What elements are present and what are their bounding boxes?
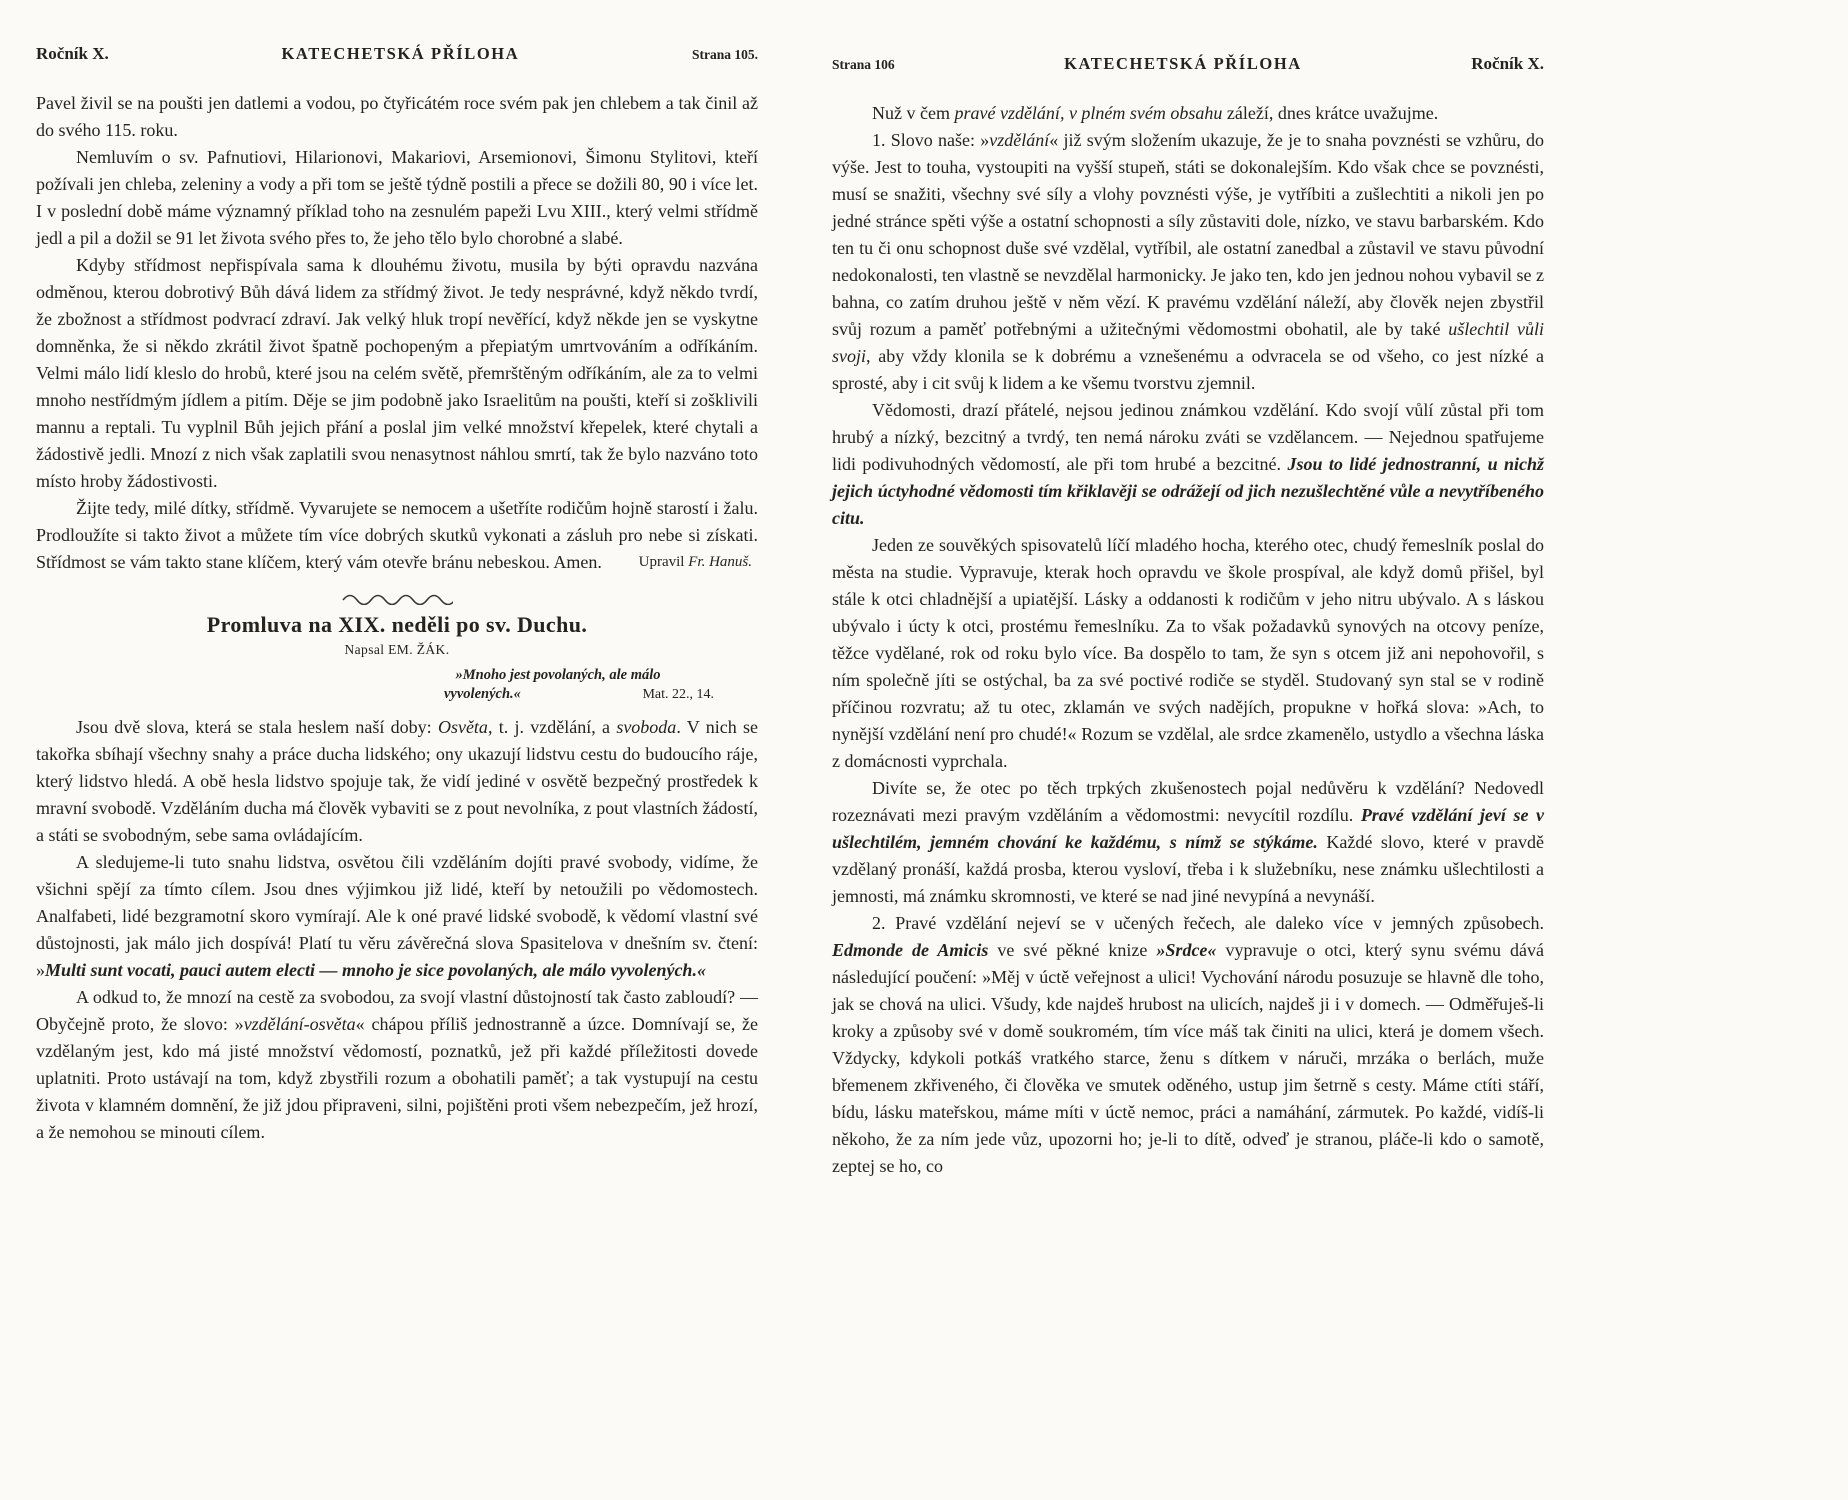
- paragraph: [832, 100, 1544, 127]
- epigraph-line1: »Mnoho jest povolaných, ale málo: [455, 667, 661, 683]
- epigraph-reference: Mat. 22., 14.: [642, 687, 714, 702]
- section-divider: [36, 590, 758, 604]
- volume-label: Ročník X.: [1471, 54, 1544, 73]
- emphasis-text: Pravé vzdělání jeví se v ušlechtilém, jemném chování ke každému, s nímž se stýkáme.: [832, 805, 1544, 852]
- epigraph-line2-row: [388, 685, 728, 704]
- paragraph: [832, 397, 1544, 532]
- text-run: « chápou příliš jednostranně a úzce. Domnívají se, že vzdělaným jest, kdo má jisté množství vědomostí, poznatků, jež při každé příležitosti dovede uplatniti. Proto ustávají na tom, když zbystřili rozum a obohatili paměť; a tak vystupují na cestu života v klamném domnění, že již jdou připraveni, silni, pojištěni proti všem nebezpečím, jež hrozí, a že nemohou se minouti cílem.: [36, 1014, 758, 1142]
- page-right: [832, 54, 1544, 1500]
- text-run: Jsou dvě slova, která se stala heslem naší doby:: [76, 717, 438, 737]
- page-right-header: [832, 54, 1544, 74]
- text-run: A odkud to, že mnozí na cestě za svobodou, za svojí vlastní důstojností tak často zabloudí? — Obyčejně proto, že slovo: »: [36, 987, 758, 1034]
- text-run: vypravuje o otci, který synu svému dává následující poučení: »Měj v úctě veřejnost a ulici! Vychování národu posuzuje se hlavně dle toho, jak se chová na ulici. Všudy, kde najdeš hrubost na ulicích, najdeš ji i v domech. — Odměřuješ-li kroky a způsoby své v domě soukromém, tím více máš tak činiti na ulici, která je domem všech. Vždycky, kdykoli potkáš vratkého starce, ženu s dítkem v náruči, mrzáka o berlách, muže břemenem zkřiveného, či člověka ve smutek oděného, ustup jim šetrně s cesty. Máme ctíti stáří, bídu, lásku mateřskou, máme míti v úctě nemoc, práci a namáhání, zármutek. Po každé, vidíš-li někoho, že za ním jede vůz, upozorni ho; je-li to dítě, odveď je stranou, pláče-li kdo o samotě, zeptej se ho, co: [832, 940, 1544, 1176]
- emphasis-text: Jsou to lidé jednostranní, u nichž jejich úctyhodné vědomosti tím křiklavěji se odrážejí od jich nezušlechtěné vůle a nevytříbeného citu.: [832, 454, 1544, 528]
- emphasis-text: Fr. Hanuš.: [688, 554, 752, 570]
- emphasis-text: ušlechtil vůli svoji: [832, 319, 1544, 366]
- text-run: Nuž v čem: [872, 103, 955, 123]
- text-run: Nemluvím o sv. Pafnutiovi, Hilarionovi, Makariovi, Arsemionovi, Šimonu Stylitovi, kteří požívali jen chleba, zeleniny a vody a při tom se ještě týdně postili a přece se dožili 80, 90 i více let. I v poslední době máme významný příklad toho na zesnulém papeži Lvu XIII., který velmi střídmě jedl a pil a dožil se 91 let života svého přes to, že jeho tělo bylo chorobné a slabé.: [36, 147, 758, 248]
- text-run: , aby vždy klonila se k dobrému a vznešenému a odvracela se od všeho, co jest nízké a sprosté, aby i cit svůj k lidem a ke všemu tvorstvu zjemnil.: [832, 346, 1544, 393]
- text-run: Pavel živil se na poušti jen datlemi a vodou, po čtyřicátém roce svém pak jen chlebem a tak činil až do svého 115. roku.: [36, 93, 758, 140]
- left-article-paragraphs: [36, 714, 758, 1146]
- paragraph: [832, 775, 1544, 910]
- paragraph: [36, 849, 758, 984]
- paragraph: [36, 252, 758, 495]
- article-byline: Napsal EM. ŽÁK.: [344, 642, 450, 657]
- text-run: ve své pěkné knize: [988, 940, 1157, 960]
- article-epigraph: [388, 666, 728, 704]
- text-run: Vědomosti, drazí přátelé, nejsou jedinou známkou vzdělání. Kdo svojí vůlí zůstal při tom hrubý a nízký, bezcitný a tvrdý, ten nemá nároku zváti se vzdělancem. — Nejednou spatřujeme lidi podivuhodných vědomostí, ale při tom hrubé a bezcitné.: [832, 400, 1544, 474]
- wave-divider-icon: [341, 593, 453, 605]
- publication-title: KATECHETSKÁ PŘÍLOHA: [281, 44, 520, 63]
- paragraph: [36, 90, 758, 144]
- text-run: Jeden ze souvěkých spisovatelů líčí mladého hocha, kterého otec, chudý řemeslník poslal do města na studie. Vypravuje, kterak hoch opravdu ve škole prospíval, ale když domů přišel, byl stále k otci chladnější a upiatější. Lásky a oddanosti k rodičům v jeho nitru ubývalo. A s láskou ubývalo i úcty k otci, prostému řemeslníku. Za to však požadavků synových na otcovy peníze, těžce vydělané, rok od roku bylo více. Ba dospělo to tam, že syn s otcem již ani nepohovořil, s ním společně jíti se ostýchal, ba za své poctivé rodiče se styděl. Studovaný syn stal se v rodině příčinou rozvratu; až tu otec, zklamán ve svých nadějích, propukne v hořká slova: »Ach, to nynější vzdělání není pro chudé!« Rozum se vzdělal, ale srdce zkamenělo, ustydlo a všechna láska z domácnosti vyprchala.: [832, 535, 1544, 771]
- paragraph: [36, 144, 758, 252]
- paragraph: [36, 984, 758, 1146]
- emphasis-text: vzdělání: [989, 130, 1050, 150]
- left-intro-paragraphs: [36, 90, 758, 576]
- epigraph-line2: vyvolených.«: [444, 686, 521, 702]
- right-paragraphs: [832, 100, 1544, 1180]
- volume-label: Ročník X.: [36, 44, 109, 63]
- text-run: Každé slovo, které v pravdě vzdělaný pronáší, každá prosba, kterou vysloví, třeba i k služebníku, nese známku ušlechtilosti a jemnosti, má známku skromnosti, ve které se nad jiné nevypíná a nevynáší.: [832, 832, 1545, 906]
- emphasis-text: pravé vzdělání, v plném svém obsahu: [954, 103, 1223, 123]
- paragraph: [832, 532, 1544, 775]
- page-number: Strana 106: [832, 57, 895, 72]
- emphasis-text: vzdělání-osvěta: [243, 1014, 356, 1034]
- emphasis-text: Edmonde de Amicis: [832, 940, 989, 960]
- emphasis-text: Multi sunt vocati, pauci autem electi — mnoho je sice povolaných, ale málo vyvolených.«: [45, 960, 706, 980]
- emphasis-text: svoboda: [616, 717, 677, 737]
- text-run: Žijte tedy, milé dítky, střídmě. Vyvarujete se nemocem a ušetříte rodičům hojně starostí i žalu. Prodloužíte si takto život a můžete tím více dobrých skutků vykonati a zásluh pro nebe si získati. Střídmost se vám takto stane klíčem, který vám otevře bránu nebeskou. Amen.: [36, 498, 758, 572]
- text-run: Divíte se, že otec po těch trpkých zkušenostech pojal nedůvěru k vzdělání? Nedovedl rozeznávati mezi pravým vzděláním a vědomostmi: nevycítil rozdílu.: [832, 778, 1544, 825]
- text-run: . V nich se takořka sbíhají všechny snahy a práce ducha lidského; ony ukazují lidstvu cestu do budoucího ráje, který lidstvo hledá. A obě hesla lidstvo spojuje tak, že vidí jediné v osvětě bezpečný prostředek k mravní svobodě. Vzděláním ducha má člověk vybaviti se z pout nevolníka, z pout vlastních žádostí, a státi se svobodným, sebe sama ovládajícím.: [36, 717, 758, 845]
- text-run: , t. j. vzdělání, a: [487, 717, 617, 737]
- text-run: Upravil: [638, 554, 689, 570]
- text-run: Kdyby střídmost nepřispívala sama k dlouhému životu, musila by býti opravdu nazvána odměnou, kterou dobrotivý Bůh dává lidem za střídmý život. Je tedy nesprávné, když někdo tvrdí, že zbožnost a střídmost podvrací zdraví. Jak velký hluk tropí nevěřící, když někde jen se vyskytne domněnka, že si někdo zkrátil život špatně pochopeným a přepiatým umrtvováním a odříkáním. Velmi málo lidí kleslo do hrobů, které jsou na celém světě, přemrštěným odříkáním, ale za to velmi mnoho nestřídmým jídlem a pitím. Děje se jim podobně jako Israelitům na poušti, kteří si zošklivili mannu a reptali. Tu vyplnil Bůh jejich přání a poslal jim velké množství křepelek, které chytali a žádostivě jedli. Mnozí z nich však zaplatili svou nenasytnost náhlou smrtí, tak že bylo nazváno toto místo hroby žádostivosti.: [36, 255, 758, 491]
- publication-title: KATECHETSKÁ PŘÍLOHA: [1064, 54, 1302, 73]
- paragraph: [36, 714, 758, 849]
- paragraph: [832, 910, 1544, 1180]
- text-run: A sledujeme-li tuto snahu lidstva, osvětou čili vzděláním dojíti pravé svobody, vidíme, že všichni spějí za tímto cílem. Jsou dnes výjimkou již lidé, kteří by netoužili po vědomostech. Analfabeti, lidé bezgramotní skoro vymírají. Ale k oné pravé lidské svobodě, k vědomí vlastní své důstojnosti, jak málo jich dospívá! Platí tu věru závěrečná slova Spasitelova v dnešním sv. čtení: »: [36, 852, 758, 980]
- text-run: 1. Slovo naše: »: [872, 130, 990, 150]
- article-title: Promluva na XIX. neděli po sv. Duchu.: [206, 612, 588, 637]
- paragraph: [832, 127, 1544, 397]
- text-run: záleží, dnes krátce uvažujme.: [1222, 103, 1439, 123]
- page-left-header: [36, 44, 758, 64]
- emphasis-text: Osvěta: [437, 717, 488, 737]
- page-left: [36, 44, 758, 1500]
- text-run: « již svým složením ukazuje, že je to snaha povznésti se vzhůru, do výše. Jest to touha, vystoupiti na vyšší stupeň, státi se dokonalejším. Kdo však chce se povznésti, musí se snažiti, všechny své síly a vlohy povznésti výše, je vytříbiti a zušlechtiti a nikoli jen po jedné stránce spěti výše a ostatní schopnosti a síly zůstaviti dole, nízko, ve stavu barbarském. Kdo ten tu či onu schopnost duše své vzdělal, vytříbil, ale ostatní zanedbal a zůstavil ve stavu původní nedokonalosti, ten vlastně se nevzdělal harmonicky. Je jako ten, kdo jen jednou nohou vybavil se z bahna, co zatím druhou ještě v něm vězí. K pravému vzdělání náleží, aby člověk nejen zbystřil svůj rozum a paměť potřebnými a užitečnými vědomostmi obohatil, ale by také: [832, 130, 1545, 339]
- emphasis-text: »Srdce«: [1156, 940, 1217, 960]
- page-number: Strana 105.: [691, 47, 758, 62]
- text-run: 2. Pravé vzdělání nejeví se v učených řečech, ale daleko více v jemných způsobech.: [872, 913, 1544, 933]
